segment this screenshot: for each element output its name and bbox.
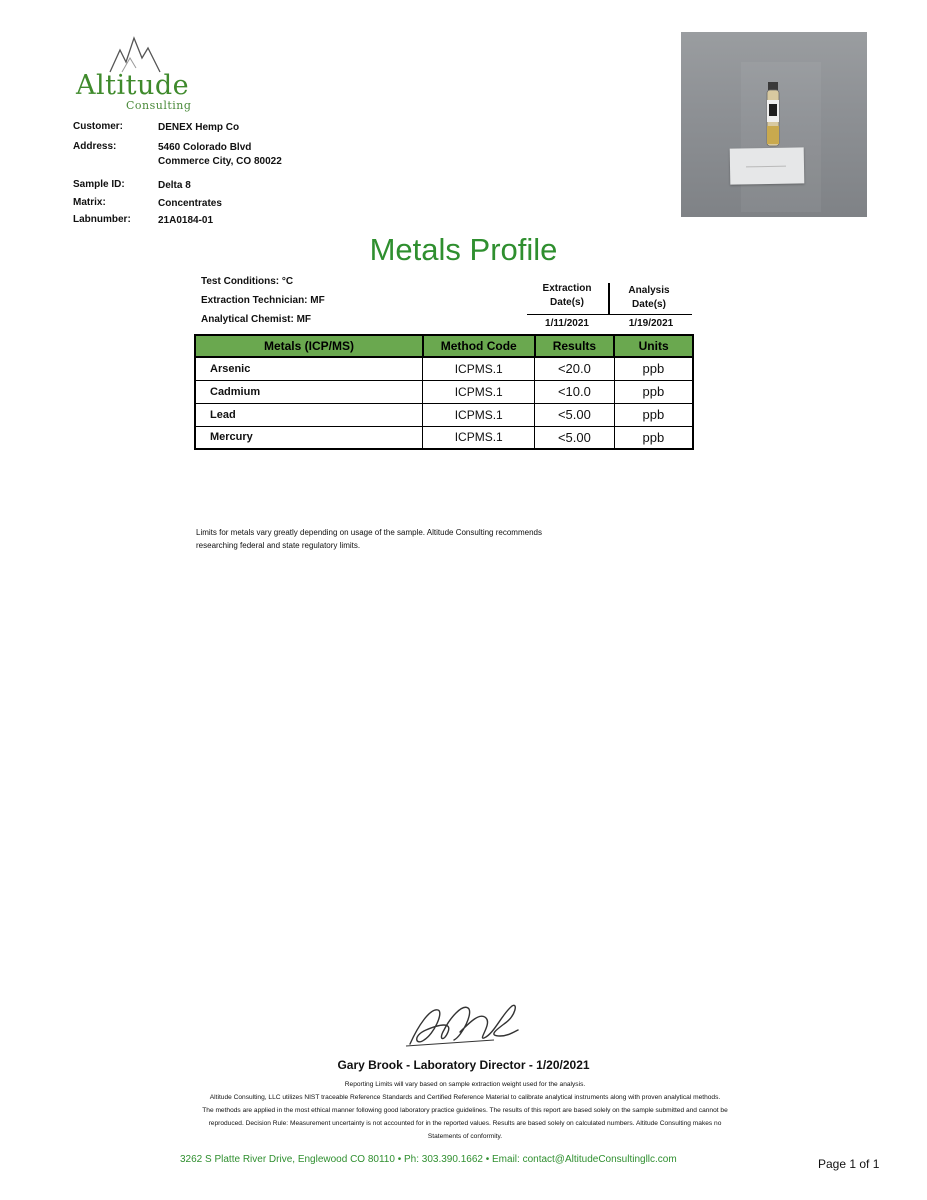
logo-name: Altitude — [76, 70, 190, 101]
disclaimer-line: Altitude Consulting, LLC utilizes NIST traceable Reference Standards and Certified Reference Material to calibrate analytical instruments along with proven analytical methods. — [209, 1094, 721, 1101]
metals-table — [194, 334, 694, 450]
metal-name: Arsenic — [195, 357, 423, 380]
unit: ppb — [614, 357, 693, 380]
photo-shadow — [741, 62, 821, 212]
disclaimer-line: Reporting Limits will vary based on sample extraction weight used for the analysis. — [344, 1081, 586, 1088]
extraction-technician: Extraction Technician: MF — [201, 295, 325, 306]
column-header-results: Results — [535, 335, 615, 357]
analysis-date: 1/19/2021 — [628, 318, 674, 329]
result-value: <10.0 — [535, 380, 615, 403]
result-value: <20.0 — [535, 357, 615, 380]
disclaimer-line: reproduced. Decision Rule: Measurement uncertainty is not accounted for in the reported values. Results are based solely on calculated numbers. Altitude Consulting makes no — [208, 1120, 722, 1127]
table-row — [195, 403, 693, 426]
info-label: Matrix: — [73, 197, 106, 208]
info-value: 21A0184-01 — [158, 215, 214, 226]
info-label: Customer: — [73, 121, 124, 132]
unit: ppb — [614, 426, 693, 449]
extraction-label: Extraction — [542, 283, 592, 294]
footer-contact: 3262 S Platte River Drive, Englewood CO 80110 • Ph: 303.390.1662 • Email: contact@AltitudeConsultingllc.com — [180, 1154, 677, 1165]
extraction-date: 1/11/2021 — [545, 318, 589, 329]
method-code: ICPMS.1 — [423, 357, 535, 380]
dates-block — [527, 282, 692, 332]
test-conditions: Test Conditions: °C — [201, 276, 294, 287]
column-header-method: Method Code — [423, 335, 535, 357]
table-row — [195, 380, 693, 403]
metal-name: Cadmium — [195, 380, 423, 403]
unit: ppb — [614, 380, 693, 403]
metal-name: Lead — [195, 403, 423, 426]
analysis-date-header — [609, 284, 689, 312]
analytical-chemist: Analytical Chemist: MF — [201, 314, 312, 325]
analysis-label-2: Date(s) — [632, 299, 666, 310]
info-value: DENEX Hemp Co — [158, 122, 240, 133]
info-value: Delta 8 — [158, 180, 191, 191]
column-header-metal: Metals (ICP/MS) — [195, 335, 423, 357]
laboratory-director: Gary Brook - Laboratory Director - 1/20/2021 — [337, 1058, 590, 1072]
logo-subtitle: Consulting — [126, 99, 192, 112]
note-line: researching federal and state regulatory limits. — [196, 541, 361, 550]
info-value: 5460 Colorado Blvd — [158, 142, 252, 153]
page-number: Page 1 of 1 — [818, 1157, 880, 1171]
info-value-line2: Commerce City, CO 80022 — [158, 156, 282, 167]
info-label: Address: — [73, 141, 117, 152]
info-label: Sample ID: — [73, 179, 125, 190]
metal-name: Mercury — [195, 426, 423, 449]
photo-label-card — [730, 147, 805, 184]
sample-photo — [681, 32, 867, 217]
extraction-label-2: Date(s) — [550, 297, 584, 308]
table-header-row — [195, 335, 693, 357]
disclaimer — [135, 1078, 795, 1143]
analysis-label: Analysis — [628, 285, 670, 296]
result-value: <5.00 — [535, 426, 615, 449]
extraction-date-header — [527, 282, 607, 310]
note-line: Limits for metals vary greatly depending on usage of the sample. Altitude Consulting recommends — [196, 528, 542, 537]
vial-icon — [765, 82, 781, 150]
column-header-units: Units — [614, 335, 693, 357]
table-row — [195, 426, 693, 449]
disclaimer-line: Statements of conformity. — [427, 1133, 503, 1140]
dates-rule — [527, 314, 692, 315]
info-value: Concentrates — [158, 198, 222, 209]
signature-image — [404, 996, 524, 1056]
limits-note — [196, 526, 636, 552]
page-title: Metals Profile — [369, 232, 558, 267]
unit: ppb — [614, 403, 693, 426]
info-label: Labnumber: — [73, 214, 131, 225]
table-row — [195, 357, 693, 380]
result-value: <5.00 — [535, 403, 615, 426]
disclaimer-line: The methods are applied in the most ethical manner following good laboratory practice guidelines. The results of this report are based solely on the sample submitted and cannot be — [202, 1107, 728, 1114]
method-code: ICPMS.1 — [423, 380, 535, 403]
method-code: ICPMS.1 — [423, 426, 535, 449]
method-code: ICPMS.1 — [423, 403, 535, 426]
company-logo — [70, 32, 198, 114]
